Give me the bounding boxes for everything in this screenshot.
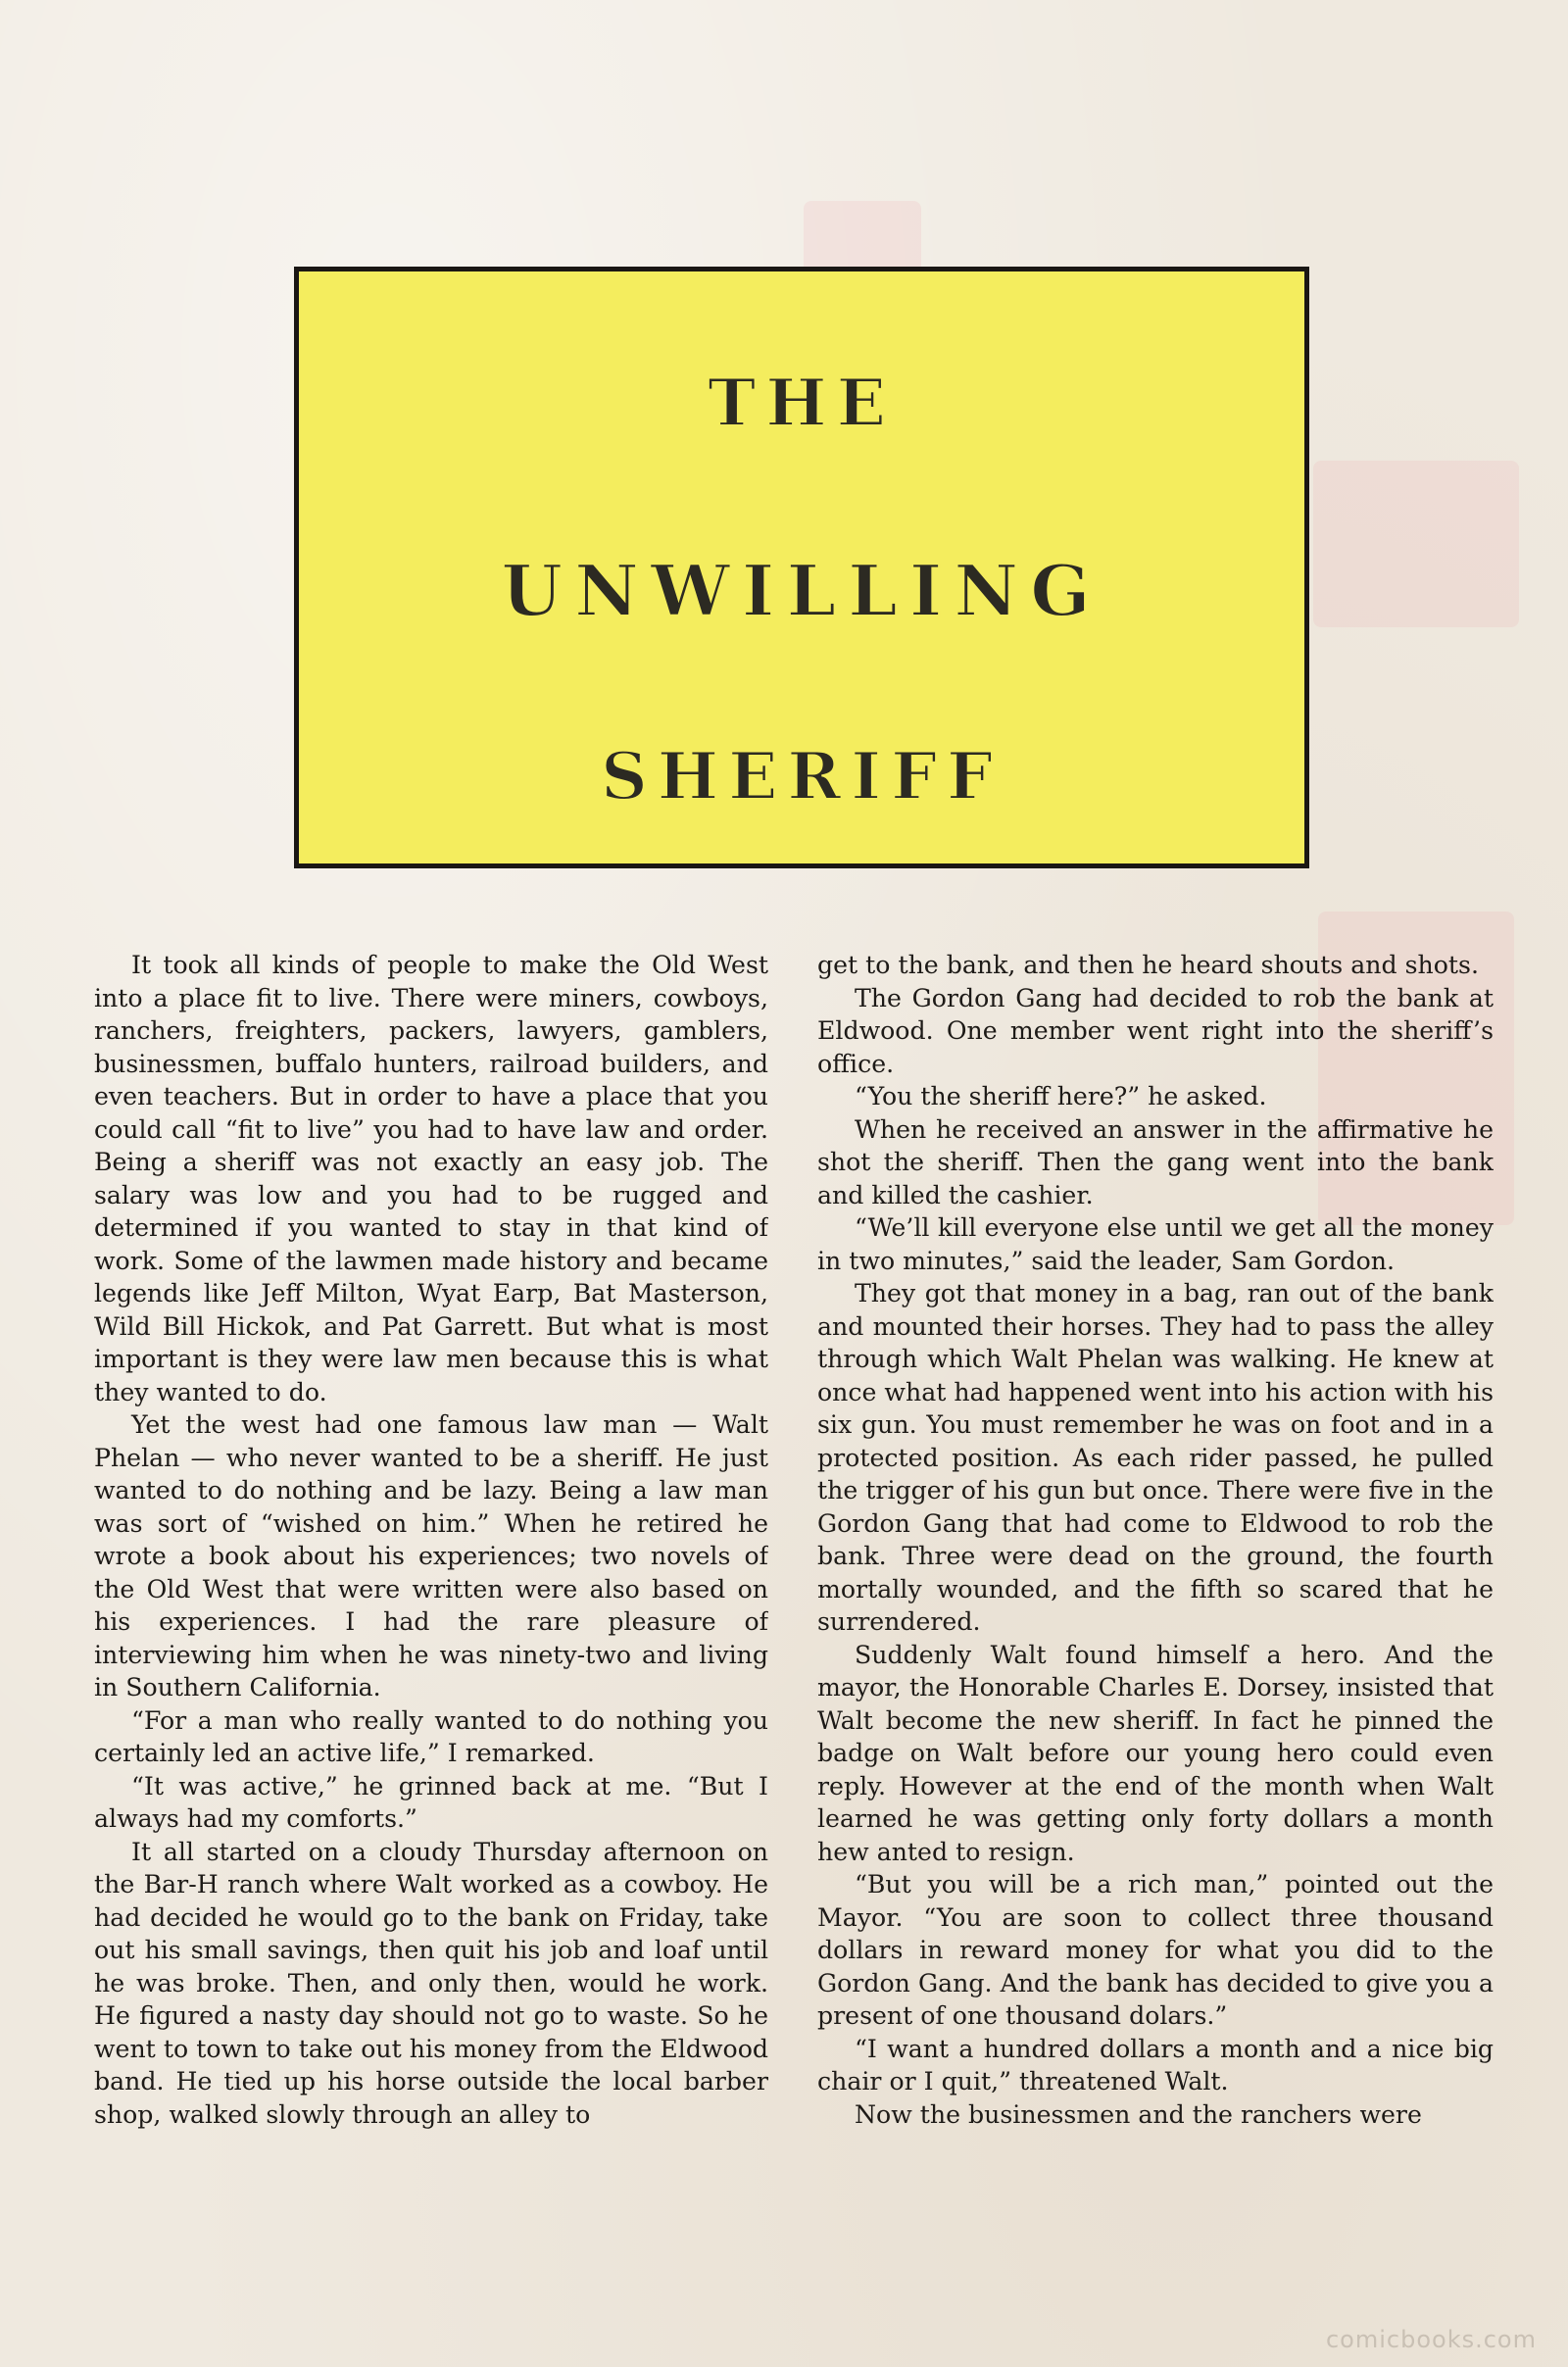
bleed-through-shadow [1313,461,1519,627]
paragraph: Yet the west had one famous law man — Walt Phelan — who never wanted to be a sheriff. He just wanted to do nothing and be lazy. Being a law man was sort of “wished on him.” When he retired he wrote a book about his experiences; two novels of the Old West that were written were also based on his experiences. I had the rare pleasure of interviewing him when he was ninety-two and living in Southern California. [94,1410,768,1701]
text-column-left [94,949,768,2268]
title-panel [294,267,1309,868]
paragraph: “We’ll kill everyone else until we get all the money in two minutes,” said the leader, Sam Gordon. [817,1213,1494,1275]
paragraph: It all started on a cloudy Thursday afternoon on the Bar-H ranch where Walt worked as a cowboy. He had decided he would go to the bank on Friday, take out his small savings, then quit his job and loaf until he was broke. Then, and only then, would he work. He figured a nasty day should not go to waste. So he went to town to take out his money from the Eldwood band. He tied up his horse outside the local barber shop, walked slowly through an alley to [94,1837,768,2129]
paragraph: “I want a hundred dollars a month and a nice big chair or I quit,” threatened Walt. [817,2034,1494,2096]
watermark: comicbooks.com [1325,2326,1537,2353]
paragraph: It took all kinds of people to make the Old West into a place fit to live. There were miners, cowboys, ranchers, freighters, packers, lawyers, gamblers, businessmen, buffalo hunters, railroad builders, and even teachers. But in order to have a place that you could call “fit to live” you had to have law and order. Being a sheriff was not exactly an easy job. The salary was low and you had to be rugged and determined if you wanted to stay in that kind of work. Some of the lawmen made history and became legends like Jeff Milton, Wyat Earp, Bat Masterson, Wild Bill Hickok, and Pat Garrett. But what is most important is they were law men because this is what they wanted to do. [94,951,768,1406]
text-column-right [817,949,1494,2268]
paragraph: “It was active,” he grinned back at me. “But I always had my comforts.” [94,1771,768,1833]
paragraph: When he received an answer in the affirmative he shot the sheriff. Then the gang went into the bank and killed the cashier. [817,1114,1494,1209]
paragraph: “You the sheriff here?” he asked. [855,1082,1267,1110]
title-line-3: SHERIFF [601,738,1003,814]
paragraph: “For a man who really wanted to do nothing you certainly led an active life,” I remarked. [94,1705,768,1767]
paragraph: Suddenly Walt found himself a hero. And the mayor, the Honorable Charles E. Dorsey, insisted that Walt become the new sheriff. In fact he pinned the badge on Walt before our young hero could even reply. However at the end of the month when Walt learned he was getting only forty dollars a month hew anted to resign. [817,1640,1494,1866]
paragraph: They got that money in a bag, ran out of the bank and mounted their horses. They had to pass the alley through which Walt Phelan was walking. He knew at once what had happened went into his action with his six gun. You must remember he was on foot and in a protected position. As each rider passed, he pulled the trigger of his gun but once. There were five in the Gordon Gang that had come to Eldwood to rob the bank. Three were dead on the ground, the fourth mortally wounded, and the fifth so scared that he surrendered. [817,1279,1494,1636]
paragraph: The Gordon Gang had decided to rob the bank at Eldwood. One member went right into the sheriff’s office. [817,983,1494,1078]
paragraph: Now the businessmen and the ranchers were [855,2099,1422,2129]
paragraph-continued: get to the bank, and then he heard shouts and shots. [817,951,1479,979]
title-line-1: THE [708,365,896,441]
title-line-2: UNWILLING [501,549,1102,632]
paragraph: “But you will be a rich man,” pointed out the Mayor. “You are soon to collect three thousand dollars in reward money for what you did to the Gordon Gang. And the bank has decided to give you a present of one thousand dolars.” [817,1870,1494,2030]
